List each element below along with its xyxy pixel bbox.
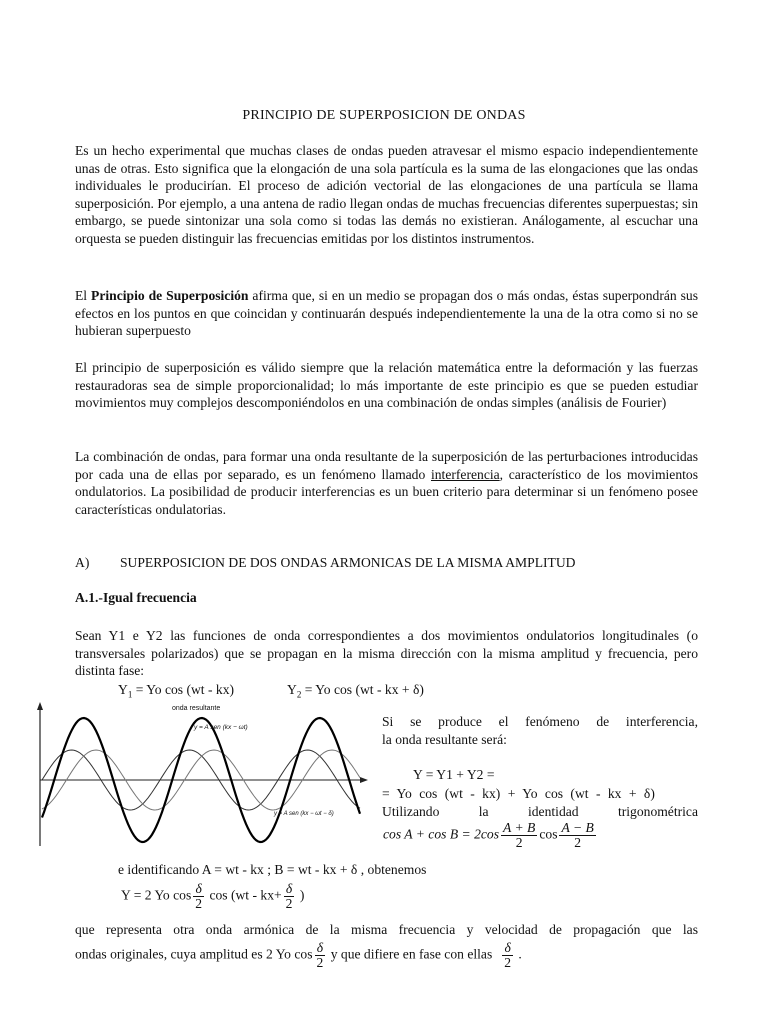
bold-term: Principio de Superposición — [91, 288, 249, 303]
numerator: δ — [284, 882, 295, 897]
text: Y = 2 Yo cos — [121, 887, 192, 903]
conclusion-line-2 — [75, 941, 522, 970]
paragraph-intro: Es un hecho experimental que muchas clases de ondas pueden atravesar el mismo espacio independientemente unas de otras. Esto significa que la elongación de una sola partícula es la suma de las elongaciones que las ondas individuales le producirían. El proceso de adición vectorial de las elongaciones de una partícula se llama superposición. Por ejemplo, a una antena de radio llegan ondas de muchas frecuencias diferentes superpuestas; sin embargo, se puede sintonizar una sola como si todas las demás no existieran. Análogamente, al escuchar una orquesta se pueden distinguir las frecuencias emitidas por los distintos instrumentos. — [75, 143, 698, 246]
section-heading: SUPERPOSICION DE DOS ONDAS ARMONICAS DE LA MISMA AMPLITUD — [120, 555, 576, 570]
text: la — [478, 804, 489, 819]
conclusion-line-1: que representa otra onda armónica de la misma frecuencia y velocidad de propagación que las — [75, 922, 698, 937]
text: identidad — [527, 804, 579, 819]
interference-line-1: Si se produce el fenómeno de interferencia, — [382, 714, 698, 729]
denominator: 2 — [504, 955, 512, 970]
text: . — [515, 946, 522, 962]
equation-y1 — [118, 682, 234, 700]
label-wave-1: y = A sen (kx − ωt) — [194, 724, 248, 731]
text: trigonométrica — [617, 804, 698, 819]
denominator: 2 — [285, 896, 293, 911]
paragraph-wave-functions: Sean Y1 e Y2 las funciones de onda correspondientes a dos movimientos ondulatorios longitudinales (o transversales polarizados) que se propagan en la misma dirección con la misma amplitud y frecuencia, pero distinta fase: — [75, 628, 698, 679]
superposition-figure — [34, 700, 370, 848]
numerator: δ — [315, 941, 326, 956]
y-axis-arrow — [37, 702, 43, 710]
text: El — [75, 288, 92, 303]
text: = Yo cos (wt - kx + δ) — [301, 682, 424, 697]
fraction — [502, 941, 513, 970]
sum-equation: Y = Y1 + Y2 = — [413, 767, 495, 782]
text: y que difiere en fase con ellas — [327, 946, 493, 962]
denominator: 2 — [316, 955, 324, 970]
trig-identity — [383, 821, 598, 850]
denominator: 2 — [574, 835, 582, 850]
denominator: 2 — [515, 835, 523, 850]
numerator: A + B — [503, 820, 536, 835]
text: afirma que, si en un medio se propagan dos o más ondas, éstas superpondrán sus efectos en los puntos en que coincidan y continuarán después independientemente la una de la otra como si no se hubieran superpuesto — [75, 288, 699, 339]
subsection-heading: A.1.-Igual frecuencia — [75, 590, 197, 605]
fraction — [559, 821, 595, 850]
text: cos — [539, 826, 558, 842]
fraction — [501, 821, 537, 850]
numerator: δ — [502, 941, 513, 956]
label-resultant: onda resultante — [172, 705, 221, 712]
result-equation — [121, 882, 304, 911]
text: Y — [287, 682, 297, 697]
text: ) — [296, 887, 305, 903]
text: = Yo cos (wt - kx) — [132, 682, 235, 697]
text: cos (wt - kx+ — [206, 887, 282, 903]
equation-y2 — [287, 682, 424, 700]
fraction — [193, 882, 204, 911]
identification-line: e identificando A = wt - kx ; B = wt - kx + δ , obtenemos — [118, 862, 427, 877]
x-axis-arrow — [360, 777, 368, 783]
identity-intro — [382, 804, 698, 820]
interference-line-2: la onda resultante será: — [382, 732, 507, 747]
subscript: 2 — [296, 689, 302, 700]
fraction — [315, 941, 326, 970]
numerator: A − B — [561, 820, 594, 835]
page-title: PRINCIPIO DE SUPERPOSICION DE ONDAS — [242, 108, 526, 123]
underlined-term: interferencia — [430, 466, 500, 482]
paragraph-interference — [75, 448, 698, 518]
paragraph-principle — [75, 287, 698, 340]
label-wave-2: y = A sen (kx − ωt − δ) — [274, 811, 334, 817]
text: La combinación de ondas, para formar una onda resultante de la superposición de las perturbaciones introducidas por cada una de ellas por separado, es un fenómeno llamado — [75, 449, 698, 482]
section-label: A) — [75, 555, 90, 570]
text: Utilizando — [382, 804, 440, 819]
text: Y — [118, 682, 128, 697]
text: , característico de los movimientos ondulatorios. La posibilidad de producir interferencias es un buen criterio para determinar si un fenómeno posee características ondulatorias. — [75, 466, 699, 517]
paragraph-validity: El principio de superposición es válido siempre que la relación matemática entre la deformación y las fuerzas restauradoras sea de simple proporcionalidad; lo más importante de este principio es que se pueden estudiar movimientos muy complejos descomponiéndolos en una combinación de ondas simples (análisis de Fourier) — [75, 360, 698, 411]
fraction — [284, 882, 295, 911]
denominator: 2 — [195, 896, 203, 911]
numerator: δ — [193, 882, 204, 897]
sum-expression: = Yo cos (wt - kx) + Yo cos (wt - kx + δ) — [382, 786, 655, 801]
text: ondas originales, cuya amplitud es 2 Yo cos — [75, 946, 313, 962]
subscript: 1 — [127, 689, 133, 700]
text: cos A + cos B = 2cos — [383, 826, 500, 842]
